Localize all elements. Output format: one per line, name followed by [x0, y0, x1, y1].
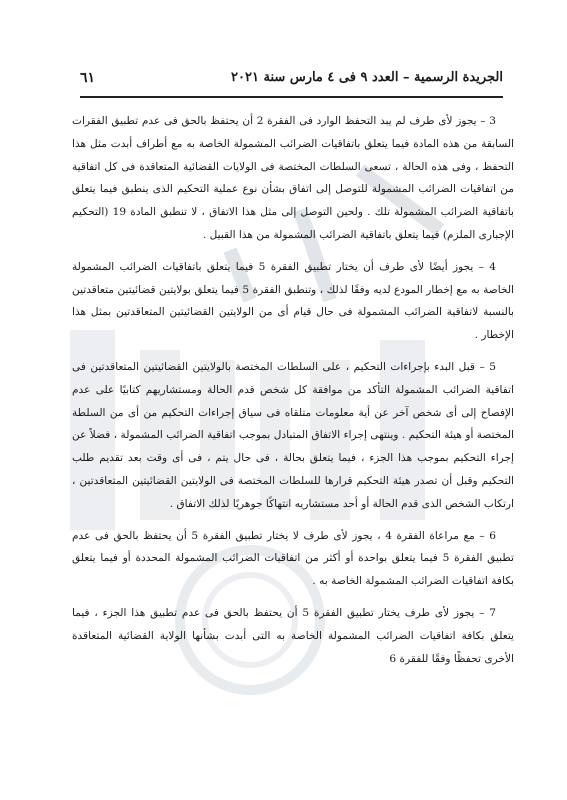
paragraph-5: 5 – قبل البدء بإجراءات التحكيم ، على السلطات المختصة بالولايتين القضائيتين المتعاقدتين فى اتفاقية الضرائب المشمولة التأكد من موافقة كل شخص قدم الحالة ومستشاريهم كتابيًا على عدم الإفصاح إلى أى شخص آخر عن أية معلومات متلقاه فى سياق إجراءات التحكيم من أى من السلطة المختصة أو هيئة التحكيم . وينتهى إجراء الاتفاق المتبادل بموجب اتفاقية الضرائب المشمولة ، فضلاً عن إجراء التحكيم بموجب هذا الجزء ، فيما يتعلق بحالة ، فى حال يتم ، فى أى وقت بعد تقديم طلب التحكيم وقبل أن تصدر هيئة التحكيم قرارها للسلطات المختصة فى الولايتين القضائيتين المتعاقدتين ، ارتكاب الشخص الذى قدم الحالة أو أحد مستشاريه انتهاكًا جوهريًا لذلك الاتفاق . [72, 360, 514, 510]
paragraph-3: 3 – يجوز لأى طرف لم يبد التحفظ الوارد فى الفقرة 2 أن يحتفظ بالحق فى عدم تطبيق الفقرات السابقة من هذه المادة فيما يتعلق باتفاقيات الضرائب المشمولة الخاصة به مع أطراف أبدت مثل هذا التحفظ ، وفى هذه الحالة ، تسعى السلطات المختصة فى الولايات القضائية المتعاقدة فى كل اتفاقية من اتفاقيات الضرائب المشمولة للتوصل إلى اتفاق بشأن نوع عملية التحكيم الذى ينطبق فيما يتعلق باتفاقية الضرائب المشمولة تلك . ولحين التوصل إلى مثل هذا الاتفاق ، لا تنطبق المادة 19 (التحكيم الإجبارى الملزم) فيما يتعلق باتفاقية الضرائب المشمولة من هذا القبيل . [72, 115, 515, 241]
page-number: ٦١ [80, 70, 96, 86]
page-header [80, 68, 503, 92]
document-body [72, 110, 514, 679]
paragraph-7: 7 – يجوز لأى طرف يختار تطبيق الفقرة 5 أن يحتفظ بالحق فى عدم تطبيق هذا الجزء ، فيما يتعلق بكافة اتفاقيات الضرائب المشمولة الخاصة به التى أبدت بشأنها الولاية القضائية المتعاقدة الأخرى تحفظًا وفقًا للفقرة 6 [72, 606, 514, 665]
gazette-title: الجريدة الرسمية – العدد ٩ فى ٤ مارس سنة ٢٠٢١ [231, 70, 503, 85]
paragraph-6: 6 – مع مراعاة الفقرة 4 ، يجوز لأى طرف لا يختار تطبيق الفقرة 5 أن يحتفظ بالحق فى عدم تطبيق الفقرة 5 فيما يتعلق بواحدة أو أكثر من اتفاقيات الضرائب المشمولة المحددة أو فيما يتعلق بكافة اتفاقيات الضرائب المشمولة الخاصة به . [72, 529, 514, 588]
header-divider [80, 96, 503, 98]
paragraph-4: 4 – يجوز أيضًا لأى طرف أن يختار تطبيق الفقرة 5 فيما يتعلق باتفاقيات الضرائب المشمولة الخاصة به مع إخطار المودع لديه وفقًا لذلك ، وتنطبق الفقرة 5 فيما يتعلق بولايتين قضائيتين متعاقدتين بالنسبة لاتفاقية الضرائب المشمولة فى حال قيام أى من الولايتين القضائيتين المتعاقدتين بمثل هذا الإخطار . [72, 260, 514, 342]
